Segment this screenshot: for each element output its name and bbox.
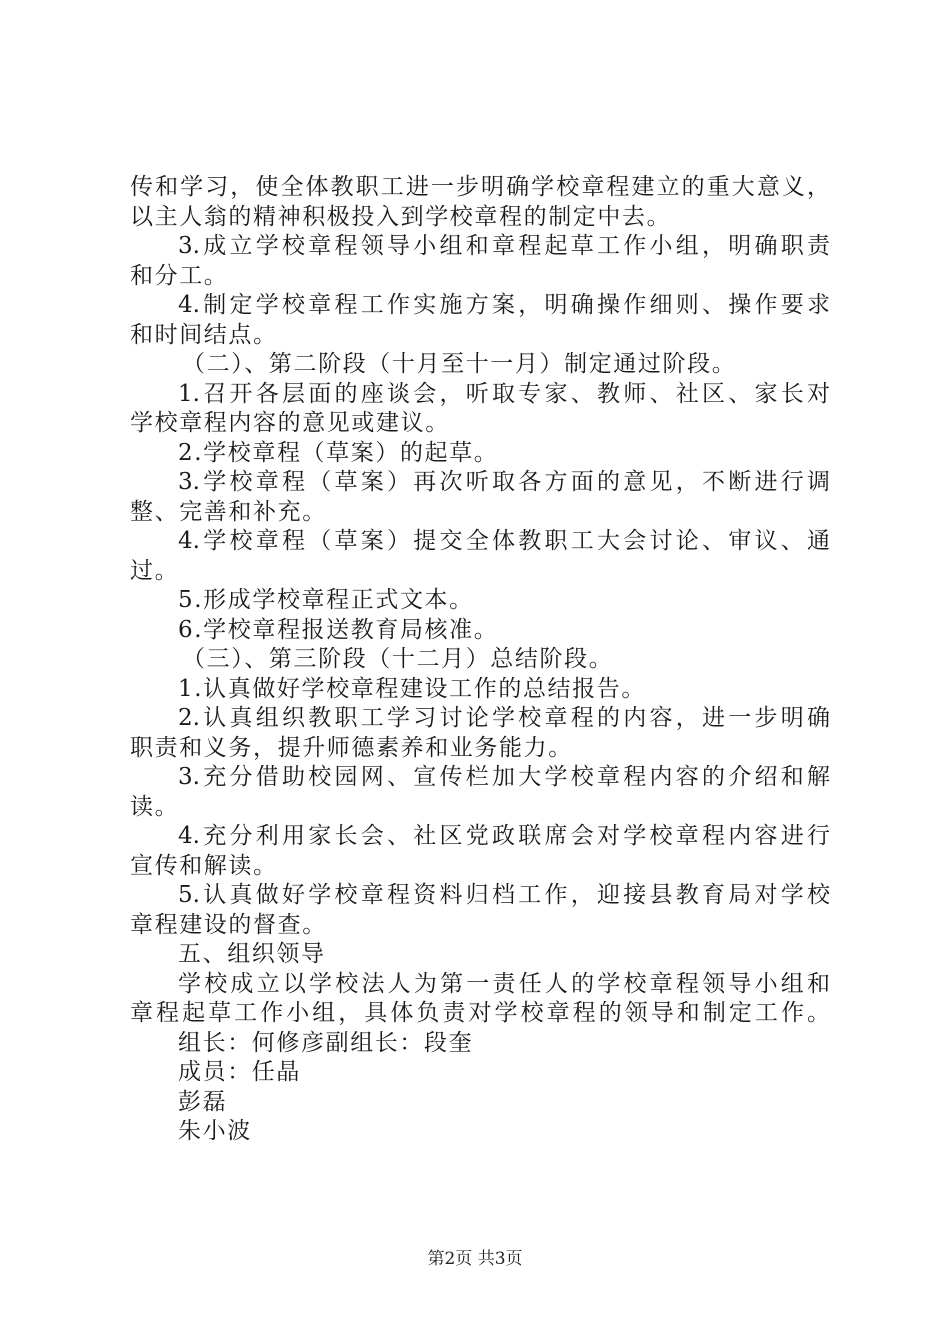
paragraph-line: 朱小波 xyxy=(178,1118,252,1144)
paragraph-line: 2.认真组织教职工学习讨论学校章程的内容，进一步明确 xyxy=(178,705,830,731)
paragraph-line: 组长：何修彦副组长：段奎 xyxy=(178,1029,474,1056)
section-heading: （二）、第二阶段（十月至十一月）制定通过阶段。 xyxy=(182,351,737,377)
paragraph-line: 4.学校章程（草案）提交全体教职工大会讨论、审议、通 xyxy=(178,528,830,554)
paragraph-line: 6.学校章程报送教育局核准。 xyxy=(178,616,499,643)
section-heading: 五、组织领导 xyxy=(178,941,326,967)
paragraph-line: 3.成立学校章程领导小组和章程起草工作小组，明确职责 xyxy=(178,233,830,259)
document-body xyxy=(130,173,830,1147)
paragraph-line: 2.学校章程（草案）的起草。 xyxy=(178,439,499,466)
paragraph-line: 1.召开各层面的座谈会，听取专家、教师、社区、家长对 xyxy=(178,380,830,407)
paragraph-line: 宣传和解读。 xyxy=(130,852,278,879)
page-number-footer: 第2页 共3页 xyxy=(427,1249,523,1269)
paragraph-line: 5.认真做好学校章程资料归档工作，迎接县教育局对学校 xyxy=(178,882,830,908)
paragraph-line: 整、完善和补充。 xyxy=(130,498,327,525)
paragraph-line: 学校成立以学校法人为第一责任人的学校章程领导小组和 xyxy=(178,970,830,997)
paragraph-line: 读。 xyxy=(130,793,180,820)
section-heading: （三）、第三阶段（十二月）总结阶段。 xyxy=(182,646,614,672)
paragraph-line: 职责和义务，提升师德素养和业务能力。 xyxy=(130,734,573,761)
paragraph-line: 章程起草工作小组，具体负责对学校章程的领导和制定工作。 xyxy=(130,1000,830,1026)
paragraph-line: 彭磊 xyxy=(178,1088,228,1115)
paragraph-line: 以主人翁的精神积极投入到学校章程的制定中去。 xyxy=(130,203,672,230)
paragraph-line: 4.制定学校章程工作实施方案，明确操作细则、操作要求 xyxy=(178,292,830,318)
paragraph-line: 学校章程内容的意见或建议。 xyxy=(130,410,450,436)
paragraph-line: 3.充分借助校园网、宣传栏加大学校章程内容的介绍和解 xyxy=(178,764,830,790)
paragraph-line: 成员：任晶 xyxy=(178,1059,301,1085)
paragraph-line: 和分工。 xyxy=(130,262,229,289)
paragraph-line: 5.形成学校章程正式文本。 xyxy=(178,587,474,613)
paragraph-line: 1.认真做好学校章程建设工作的总结报告。 xyxy=(178,675,646,702)
paragraph-line: 和时间结点。 xyxy=(130,321,278,348)
paragraph-line: 3.学校章程（草案）再次听取各方面的意见，不断进行调 xyxy=(178,469,830,495)
paragraph-line: 章程建设的督查。 xyxy=(130,911,327,938)
paragraph-line: 传和学习，使全体教职工进一步明确学校章程建立的重大意义， xyxy=(130,174,830,200)
paragraph-line: 4.充分利用家长会、社区党政联席会对学校章程内容进行 xyxy=(178,823,830,849)
paragraph-line: 过。 xyxy=(130,557,180,584)
